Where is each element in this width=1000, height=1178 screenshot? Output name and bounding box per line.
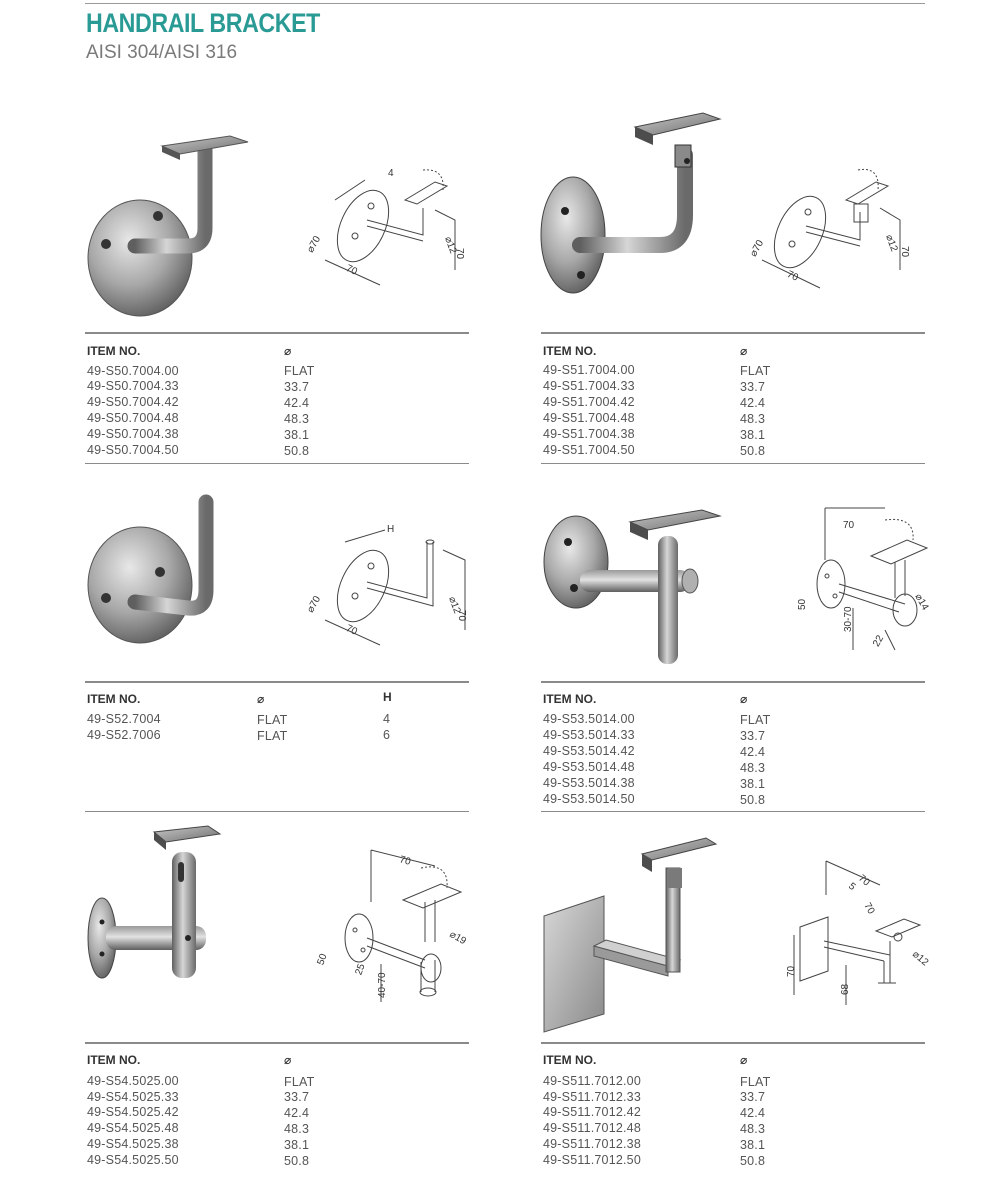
- diameter-value: 42.4: [284, 1106, 310, 1120]
- dim-label: 50: [797, 598, 808, 610]
- item-number: 49-S50.7004.50: [87, 443, 179, 457]
- item-number: 49-S51.7004.50: [543, 443, 635, 457]
- technical-drawing-s54: [315, 842, 475, 1007]
- diameter-value: 38.1: [284, 1138, 310, 1152]
- item-number: 49-S511.7012.48: [543, 1121, 641, 1135]
- dim-label: ⌀70: [305, 594, 324, 615]
- column-header-diameter: ⌀: [740, 1053, 748, 1067]
- technical-drawing-s52: [305, 520, 475, 650]
- item-number: 49-S50.7004.38: [87, 427, 179, 441]
- column-header-item: ITEM NO.: [87, 1053, 141, 1067]
- technical-drawing-s51: [750, 160, 920, 295]
- item-number: 49-S53.5014.42: [543, 744, 635, 758]
- page-title: HANDRAIL BRACKET: [86, 8, 320, 38]
- dim-label: 70: [856, 872, 872, 889]
- dim-label: 22: [871, 633, 887, 649]
- diameter-value: 48.3: [740, 1122, 766, 1136]
- diameter-value: 33.7: [740, 729, 766, 743]
- diameter-value: 33.7: [740, 380, 766, 394]
- column-header-diameter: ⌀: [740, 692, 748, 706]
- diameter-value: FLAT: [257, 729, 288, 743]
- dim-label: 70: [344, 623, 359, 638]
- dim-label: 70: [454, 248, 465, 260]
- item-number: 49-S51.7004.42: [543, 395, 635, 409]
- item-number: 49-S54.5025.50: [87, 1153, 179, 1167]
- column-header-diameter: ⌀: [740, 344, 748, 358]
- diameter-value: 48.3: [284, 1122, 310, 1136]
- diameter-value: 50.8: [740, 444, 766, 458]
- diameter-value: 42.4: [740, 396, 766, 410]
- dim-label: ⌀70: [305, 234, 324, 255]
- diameter-value: FLAT: [257, 713, 288, 727]
- item-number: 49-S54.5025.42: [87, 1105, 179, 1119]
- item-number: 49-S52.7006: [87, 728, 161, 742]
- table-rule: [85, 463, 469, 464]
- product-photo-s54: [80, 822, 280, 1012]
- column-header-item: ITEM NO.: [543, 1053, 597, 1067]
- dim-label: 70: [456, 610, 467, 622]
- item-number: 49-S53.5014.38: [543, 776, 635, 790]
- diameter-value: 33.7: [284, 380, 310, 394]
- item-number: 49-S511.7012.50: [543, 1153, 641, 1167]
- item-number: 49-S51.7004.38: [543, 427, 635, 441]
- item-number: 49-S54.5025.00: [87, 1074, 179, 1088]
- column-header-diameter: ⌀: [284, 1053, 292, 1067]
- dim-label: 68: [840, 983, 851, 995]
- table-rule: [85, 1042, 469, 1044]
- diameter-value: 50.8: [740, 1154, 766, 1168]
- h-value: 6: [383, 728, 391, 742]
- column-header-item: ITEM NO.: [87, 344, 141, 358]
- dim-label: ⌀70: [748, 238, 767, 259]
- dim-label: ⌀19: [447, 929, 468, 948]
- dim-label: 70: [398, 854, 412, 868]
- diameter-value: 33.7: [740, 1090, 766, 1104]
- diameter-value: 50.8: [740, 793, 766, 807]
- dim-label: 5: [846, 880, 858, 893]
- product-photo-s50: [80, 128, 280, 328]
- dim-label: 70: [861, 901, 877, 917]
- product-photo-s511: [540, 832, 730, 1032]
- item-number: 49-S53.5014.48: [543, 760, 635, 774]
- dim-label: ⌀12: [883, 233, 900, 254]
- top-rule: [85, 3, 925, 4]
- column-header-item: ITEM NO.: [87, 692, 141, 706]
- dim-label: ⌀12: [442, 235, 459, 256]
- item-number: 49-S53.5014.33: [543, 728, 635, 742]
- item-number: 49-S51.7004.48: [543, 411, 635, 425]
- item-number: 49-S511.7012.38: [543, 1137, 641, 1151]
- item-number: 49-S511.7012.00: [543, 1074, 641, 1088]
- item-number: 49-S52.7004: [87, 712, 161, 726]
- dim-label: 70: [786, 965, 797, 977]
- diameter-value: 38.1: [740, 428, 766, 442]
- item-number: 49-S54.5025.38: [87, 1137, 179, 1151]
- h-value: 4: [383, 712, 391, 726]
- item-number: 49-S54.5025.48: [87, 1121, 179, 1135]
- diameter-value: 38.1: [740, 1138, 766, 1152]
- column-header-item: ITEM NO.: [543, 344, 597, 358]
- diameter-value: 48.3: [740, 412, 766, 426]
- diameter-value: FLAT: [740, 713, 771, 727]
- item-number: 49-S511.7012.42: [543, 1105, 641, 1119]
- item-number: 49-S50.7004.00: [87, 364, 179, 378]
- product-photo-s53: [540, 500, 740, 670]
- table-rule: [541, 463, 925, 464]
- item-number: 49-S53.5014.50: [543, 792, 635, 806]
- product-photo-s51: [535, 105, 735, 305]
- table-rule: [85, 811, 469, 812]
- table-rule: [541, 811, 925, 812]
- column-header-item: ITEM NO.: [543, 692, 597, 706]
- diameter-value: 42.4: [740, 745, 766, 759]
- column-header-diameter: ⌀: [284, 344, 292, 358]
- technical-drawing-s53: [795, 500, 945, 660]
- diameter-value: 48.3: [740, 761, 766, 775]
- diameter-value: FLAT: [740, 364, 771, 378]
- diameter-value: 42.4: [284, 396, 310, 410]
- diameter-value: 42.4: [740, 1106, 766, 1120]
- dim-label: 50: [315, 952, 330, 967]
- dim-label: 30-70: [843, 606, 854, 632]
- page-subtitle: AISI 304/AISI 316: [86, 42, 238, 63]
- item-number: 49-S53.5014.00: [543, 712, 635, 726]
- table-rule: [541, 1042, 925, 1044]
- item-number: 49-S511.7012.33: [543, 1090, 641, 1104]
- table-rule: [85, 332, 469, 334]
- dim-label: H: [387, 524, 395, 535]
- diameter-value: FLAT: [284, 364, 315, 378]
- column-header-diameter: ⌀: [257, 692, 265, 706]
- item-number: 49-S51.7004.33: [543, 379, 635, 393]
- item-number: 49-S54.5025.33: [87, 1090, 179, 1104]
- product-photo-s52: [80, 490, 280, 680]
- item-number: 49-S51.7004.00: [543, 363, 635, 377]
- table-rule: [541, 332, 925, 334]
- item-number: 49-S50.7004.33: [87, 379, 179, 393]
- dim-label: 4: [388, 168, 394, 179]
- diameter-value: 33.7: [284, 1090, 310, 1104]
- dim-label: ⌀12: [446, 595, 463, 616]
- item-number: 49-S50.7004.42: [87, 395, 179, 409]
- table-rule: [85, 681, 469, 683]
- dim-label: 25: [353, 962, 368, 977]
- technical-drawing-s50: [305, 160, 475, 290]
- dim-label: 70: [843, 520, 855, 531]
- diameter-value: FLAT: [740, 1075, 771, 1089]
- diameter-value: 38.1: [740, 777, 766, 791]
- dim-label: ⌀14: [912, 592, 931, 613]
- diameter-value: 50.8: [284, 1154, 310, 1168]
- technical-drawing-s511: [780, 855, 940, 1015]
- column-header-h: H: [383, 690, 392, 704]
- dim-label: 40-70: [377, 972, 388, 998]
- table-rule: [541, 681, 925, 683]
- item-number: 49-S50.7004.48: [87, 411, 179, 425]
- dim-label: 70: [899, 246, 910, 258]
- diameter-value: 50.8: [284, 444, 310, 458]
- diameter-value: 48.3: [284, 412, 310, 426]
- dim-label: ⌀12: [910, 948, 931, 969]
- diameter-value: 38.1: [284, 428, 310, 442]
- dim-label: 70: [344, 263, 359, 278]
- diameter-value: FLAT: [284, 1075, 315, 1089]
- dim-label: 70: [785, 269, 800, 284]
